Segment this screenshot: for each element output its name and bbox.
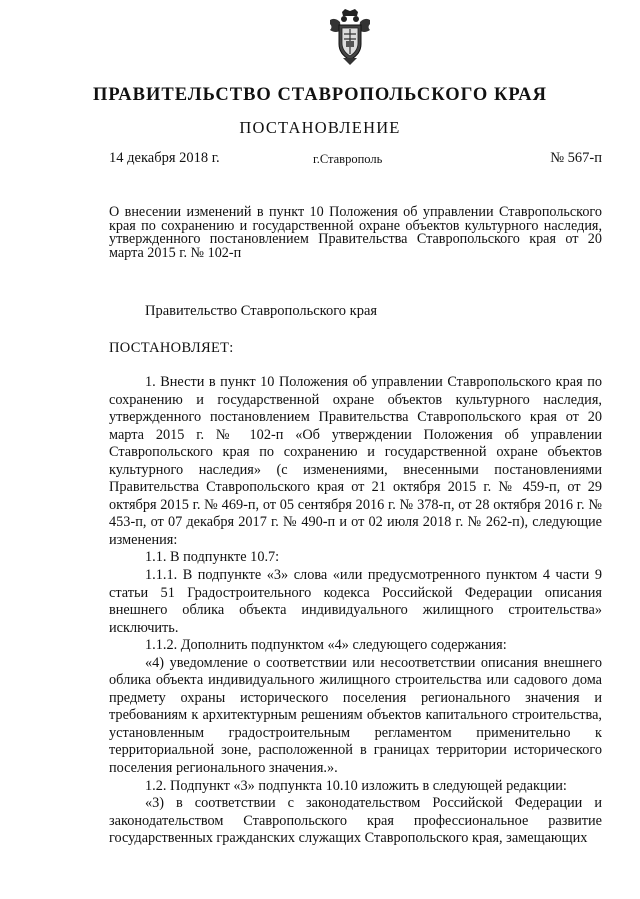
document-city: г.Ставрополь [313, 152, 383, 166]
document-type: ПОСТАНОВЛЕНИЕ [239, 118, 401, 137]
paragraph-1: 1. Внести в пункт 10 Положения об управлении Ставропольского края по сохранению и государственной охране объектов культурного наследия, утвержденного постановлением Правительства Ставропольского края от 20 марта 2015 г. № 102-п «Об утверждении Положения об управлении Ставропольского края по сохранению и государственной охране объектов культурного наследия» (с изменениями, внесенными постановлениями Правительства Ставропольского края от 21 октября 2015 г. № 459-п, от 29 октября 2015 г. № 469-п, от 05 сентября 2016 г. № 378-п, от 28 октября 2016 г. № 453-п, от 07 декабря 2017 г. № 490-п и от 02 июля 2018 г. № 262-п), следующие изменения: [109, 374, 602, 548]
paragraph-quote-3: «3) в соответствии с законодательством Российской Федерации и законодательством Ставропольского края профессиональное развитие государственных гражданских служащих Ставропольского края, замещающих [109, 795, 602, 847]
preamble-resolves: ПОСТАНОВЛЯЕТ: [109, 340, 234, 356]
document-number: № 567-п [550, 150, 602, 166]
preamble-government: Правительство Ставропольского края [145, 303, 378, 319]
document-subject: О внесении изменений в пункт 10 Положения об управлении Ставропольского края по сохранению и государственной охране объектов культурного наследия, утвержденного постановлением Правительства Ставропольского края от 20 марта 2015 г. № 102-п [109, 204, 602, 261]
paragraph-quote-4: «4) уведомление о соответствии или несоответствии описания внешнего облика объекта индивидуального жилищного строительства или садового дома предмету охраны исторического поселения регионального значения и требованиям к архитектурным решениям объектов капитального строительства, установленным градостроительным регламентом применительно к территориальной зоне, расположенной в границах территории исторического поселения регионального значения.». [109, 654, 602, 777]
paragraph-1-1-2: 1.1.2. Дополнить подпунктом «4» следующего содержания: [145, 637, 507, 654]
government-title: ПРАВИТЕЛЬСТВО СТАВРОПОЛЬСКОГО КРАЯ [92, 85, 548, 105]
coat-of-arms-icon [327, 8, 373, 66]
document-body [109, 374, 602, 848]
document-date: 14 декабря 2018 г. [109, 150, 220, 166]
paragraph-1-2: 1.2. Подпункт «3» подпункта 10.10 изложить в следующей редакции: [145, 777, 567, 794]
paragraph-1-1: 1.1. В подпункте 10.7: [145, 549, 280, 566]
paragraph-1-1-1: 1.1.1. В подпункте «3» слова «или предусмотренного пунктом 4 части 9 статьи 51 Градостроительного кодекса Российской Федерации описания внешнего облика объекта индивидуального жилищного строительства» исключить. [109, 567, 602, 636]
